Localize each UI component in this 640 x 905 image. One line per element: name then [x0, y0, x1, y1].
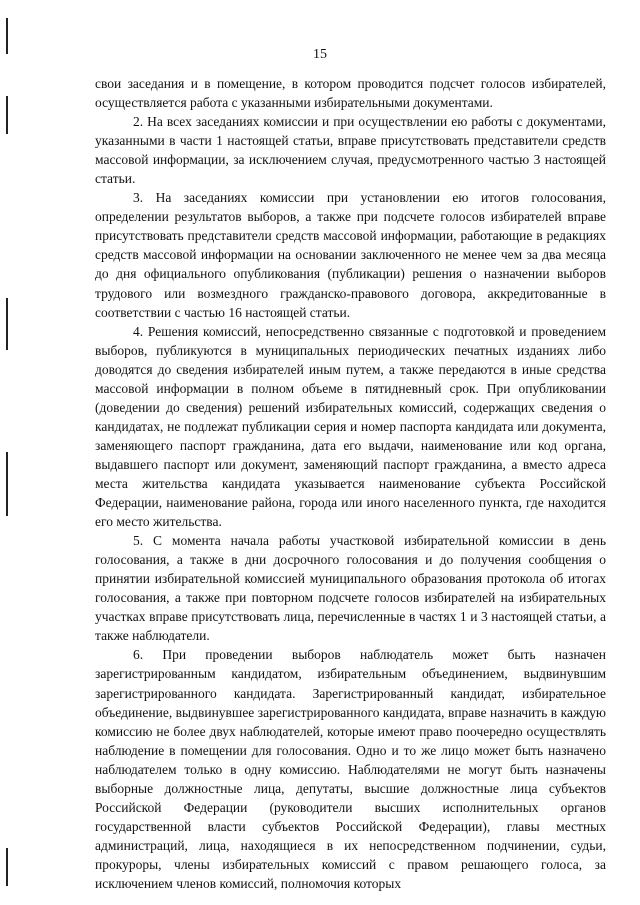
left-margin-mark: [6, 848, 8, 886]
left-margin-mark: [6, 452, 8, 516]
paragraph-continuation: свои заседания и в помещение, в котором проводится подсчет голосов избирателей, осуществляется работа с указанными избирательными документами.: [95, 76, 606, 111]
paragraph-5: 5. С момента начала работы участковой избирательной комиссии в день голосования, а также в дни досрочного голосования и до получения сообщения о принятии избирательной комиссией муниципального образования протокола об итогах голосования, а также при повторном подсчете голосов избирателей на избирательных участках вправе присутствовать лица, перечисленные в частях 1 и 3 настоящей статьи, а также наблюдатели.: [95, 533, 606, 644]
left-margin-mark: [6, 96, 8, 134]
left-margin-mark: [6, 298, 8, 350]
page-number: 15: [313, 47, 327, 62]
document-body: [95, 74, 606, 893]
paragraph-2: 2. На всех заседаниях комиссии и при осуществлении ею работы с документами, указанными в части 1 настоящей статьи, вправе присутствовать представители средств массовой информации, за исключением случая, предусмотренного частью 3 настоящей статьи.: [95, 114, 606, 187]
paragraph-4: 4. Решения комиссий, непосредственно связанные с подготовкой и проведением выборов, публикуются в муниципальных периодических печатных изданиях либо доводятся до сведения избирателей иным путем, а также передаются в иные средства массовой информации в полном объеме в пятидневный срок. При опубликовании (доведении до сведения) решений избирательных комиссий, содержащих сведения о кандидатах, не подлежат публикации серия и номер паспорта кандидата или документа, заменяющего паспорт гражданина, дата его выдачи, наименование или код органа, выдавшего паспорт или документ, заменяющий паспорт гражданина, а вместо адреса места жительства кандидата указывается наименование субъекта Российской Федерации, наименование района, города или иного населенного пункта, где находится его место жительства.: [95, 323, 606, 530]
paragraph-3: 3. На заседаниях комиссии при установлении ею итогов голосования, определении результатов выборов, а также при подсчете голосов избирателей вправе присутствовать представители средств массовой информации, работающие в редакциях средств массовой информации на основании заключенного не менее чем за два месяца до дня официального опубликования (публикации) решения о назначении выборов трудового или возмездного гражданско-правового договора, аккредитованные в соответствии с частью 16 настоящей статьи.: [95, 190, 606, 320]
paragraph-6: 6. При проведении выборов наблюдатель может быть назначен зарегистрированным кандидатом, избирательным объединением, выдвинувшим зарегистрированного кандидата. Зарегистрированный кандидат, избирательное объединение, выдвинувшее зарегистрированного кандидата, вправе назначить в каждую комиссию не более двух наблюдателей, которые имеют право поочередно осуществлять наблюдение в помещении для голосования. Одно и то же лицо может быть назначено наблюдателем только в одну комиссию. Наблюдателями не могут быть назначены выборные должностные лица, депутаты, высшие должностные лица субъектов Российской Федерации (руководители высших исполнительных органов государственной власти субъектов Российской Федерации), главы местных администраций, лица, находящиеся в их непосредственном подчинении, судьи, прокуроры, члены избирательных комиссий с правом решающего голоса, за исключением членов комиссий, полномочия которых: [95, 647, 606, 891]
